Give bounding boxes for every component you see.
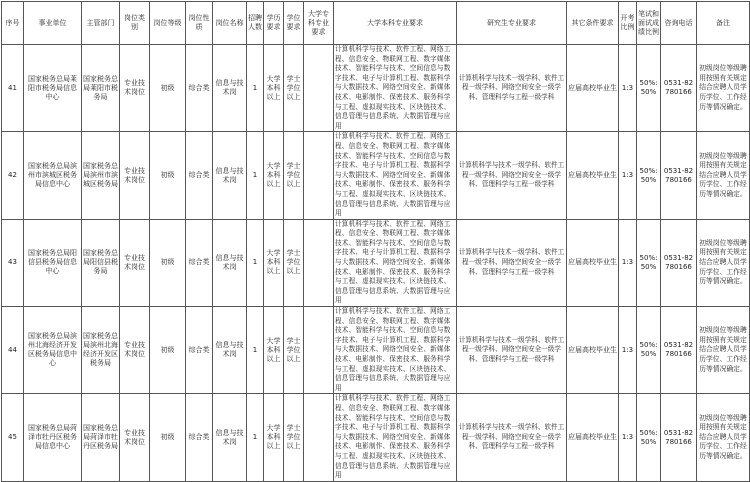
cell-post-name: 信息与技术岗 <box>213 132 247 219</box>
cell-post-type: 专业技术岗位 <box>120 219 150 306</box>
cell-dept: 国家税务总局滨州市滨城区税务局 <box>82 132 120 219</box>
cell-undergrad-major: 计算机科学与技术、软件工程、网络工程、信息安全、物联网工程、数字媒体技术、智能科学与技术、空间信息与数字技术、电子与计算机工程、数据科学与大数据技术、网络空间安全、新媒体技术、电影制作、保密技术、服务科学与工程、虚拟现实技术、区块链技术、信息管理与信息系统、大数据管理与应用 <box>334 219 457 306</box>
header-score-ratio: 笔试和面试成绩比例 <box>637 2 661 45</box>
cell-post-name: 信息与技术岗 <box>213 394 247 481</box>
cell-recruit-count: 1 <box>247 394 264 481</box>
cell-education: 大学本科以上 <box>264 307 284 394</box>
cell-post-nature: 综合类 <box>186 45 213 132</box>
cell-dept: 国家税务总局菏泽市牡丹区税务局 <box>82 394 120 481</box>
cell-remark: 初级岗位等级聘用按照有关规定结合应聘人员学历学位、工作经历等情况确定。 <box>697 132 750 219</box>
cell-seq: 44 <box>2 307 24 394</box>
cell-post-nature: 综合类 <box>186 307 213 394</box>
cell-post-level: 初级 <box>150 394 186 481</box>
cell-recruit-count: 1 <box>247 132 264 219</box>
recruitment-table-page <box>1 1 749 480</box>
header-unit: 事业单位 <box>24 2 82 45</box>
header-remark: 备注 <box>697 2 750 45</box>
cell-phone: 0531-82780166 <box>661 132 697 219</box>
header-post-name: 岗位名称 <box>213 2 247 45</box>
cell-post-type: 专业技术岗位 <box>120 132 150 219</box>
table-row <box>2 132 750 219</box>
cell-phone: 0531-82780166 <box>661 219 697 306</box>
cell-education: 大学本科以上 <box>264 394 284 481</box>
cell-score-ratio: 50%:50% <box>637 394 661 481</box>
header-undergrad-major: 大学本科专业要求 <box>334 2 457 45</box>
header-row <box>2 2 750 45</box>
cell-post-nature: 综合类 <box>186 219 213 306</box>
cell-ratio: 1:3 <box>619 219 637 306</box>
cell-other: 应届高校毕业生 <box>567 219 619 306</box>
table-row <box>2 45 750 132</box>
header-phone: 咨询电话 <box>661 2 697 45</box>
cell-unit: 国家税务总局阳信县税务局信息中心 <box>24 219 82 306</box>
cell-post-nature: 综合类 <box>186 132 213 219</box>
cell-score-ratio: 50%:50% <box>637 219 661 306</box>
cell-remark: 初级岗位等级聘用按照有关规定结合应聘人员学历学位、工作经历等情况确定。 <box>697 394 750 481</box>
cell-seq: 43 <box>2 219 24 306</box>
cell-post-nature: 综合类 <box>186 394 213 481</box>
cell-college-major <box>304 219 334 306</box>
cell-seq: 42 <box>2 132 24 219</box>
header-recruit-count: 招聘人数 <box>247 2 264 45</box>
cell-dept: 国家税务总局莱阳市税务局 <box>82 45 120 132</box>
cell-college-major <box>304 45 334 132</box>
cell-post-level: 初级 <box>150 132 186 219</box>
cell-college-major <box>304 132 334 219</box>
cell-degree: 学士学位以上 <box>284 219 304 306</box>
cell-recruit-count: 1 <box>247 219 264 306</box>
cell-unit: 国家税务总局滨州市滨城区税务局信息中心 <box>24 132 82 219</box>
cell-post-name: 信息与技术岗 <box>213 307 247 394</box>
header-dept: 主管部门 <box>82 2 120 45</box>
header-ratio: 开考比例 <box>619 2 637 45</box>
cell-undergrad-major: 计算机科学与技术、软件工程、网络工程、信息安全、物联网工程、数字媒体技术、智能科学与技术、空间信息与数字技术、电子与计算机工程、数据科学与大数据技术、网络空间安全、新媒体技术、电影制作、保密技术、服务科学与工程、虚拟现实技术、区块链技术、信息管理与信息系统、大数据管理与应用 <box>334 307 457 394</box>
cell-unit: 国家税务总局滨州北海经济开发区税务局信息中心 <box>24 307 82 394</box>
header-degree: 学位要求 <box>284 2 304 45</box>
cell-post-type: 专业技术岗位 <box>120 394 150 481</box>
header-education: 学历要求 <box>264 2 284 45</box>
cell-other: 应届高校毕业生 <box>567 45 619 132</box>
cell-ratio: 1:3 <box>619 132 637 219</box>
cell-phone: 0531-82780166 <box>661 394 697 481</box>
cell-score-ratio: 50%:50% <box>637 307 661 394</box>
cell-other: 应届高校毕业生 <box>567 307 619 394</box>
cell-degree: 学士学位以上 <box>284 45 304 132</box>
cell-undergrad-major: 计算机科学与技术、软件工程、网络工程、信息安全、物联网工程、数字媒体技术、智能科学与技术、空间信息与数字技术、电子与计算机工程、数据科学与大数据技术、网络空间安全、新媒体技术、电影制作、保密技术、服务科学与工程、虚拟现实技术、区块链技术、信息管理与信息系统、大数据管理与应用 <box>334 45 457 132</box>
cell-post-name: 信息与技术岗 <box>213 219 247 306</box>
cell-college-major <box>304 394 334 481</box>
cell-post-level: 初级 <box>150 45 186 132</box>
cell-grad-major: 计算机科学与技术一级学科、软件工程一级学科、网络空间安全一级学科、管理科学与工程一级学科 <box>457 219 567 306</box>
cell-post-type: 专业技术岗位 <box>120 45 150 132</box>
header-other: 其它条件要求 <box>567 2 619 45</box>
header-post-level: 岗位等级 <box>150 2 186 45</box>
cell-ratio: 1:3 <box>619 394 637 481</box>
cell-remark: 初级岗位等级聘用按照有关规定结合应聘人员学历学位、工作经历等情况确定。 <box>697 307 750 394</box>
cell-recruit-count: 1 <box>247 307 264 394</box>
header-seq: 序号 <box>2 2 24 45</box>
cell-other: 应届高校毕业生 <box>567 394 619 481</box>
cell-dept: 国家税务总局滨州北海经济开发区税务局 <box>82 307 120 394</box>
table-row <box>2 307 750 394</box>
cell-undergrad-major: 计算机科学与技术、软件工程、网络工程、信息安全、物联网工程、数字媒体技术、智能科学与技术、空间信息与数字技术、电子与计算机工程、数据科学与大数据技术、网络空间安全、新媒体技术、电影制作、保密技术、服务科学与工程、虚拟现实技术、区块链技术、信息管理与信息系统、大数据管理与应用 <box>334 132 457 219</box>
cell-remark: 初级岗位等级聘用按照有关规定结合应聘人员学历学位、工作经历等情况确定。 <box>697 219 750 306</box>
cell-post-level: 初级 <box>150 307 186 394</box>
cell-education: 大学本科以上 <box>264 132 284 219</box>
cell-degree: 学士学位以上 <box>284 307 304 394</box>
table-row <box>2 219 750 306</box>
cell-score-ratio: 50%:50% <box>637 132 661 219</box>
cell-seq: 41 <box>2 45 24 132</box>
cell-grad-major: 计算机科学与技术一级学科、软件工程一级学科、网络空间安全一级学科、管理科学与工程一级学科 <box>457 132 567 219</box>
recruitment-table <box>1 1 750 482</box>
cell-ratio: 1:3 <box>619 307 637 394</box>
cell-seq: 45 <box>2 394 24 481</box>
cell-degree: 学士学位以上 <box>284 132 304 219</box>
cell-grad-major: 计算机科学与技术一级学科、软件工程一级学科、网络空间安全一级学科、管理科学与工程一级学科 <box>457 307 567 394</box>
cell-education: 大学本科以上 <box>264 45 284 132</box>
cell-ratio: 1:3 <box>619 45 637 132</box>
cell-remark: 初级岗位等级聘用按照有关规定结合应聘人员学历学位、工作经历等情况确定。 <box>697 45 750 132</box>
cell-recruit-count: 1 <box>247 45 264 132</box>
cell-post-name: 信息与技术岗 <box>213 45 247 132</box>
cell-education: 大学本科以上 <box>264 219 284 306</box>
cell-grad-major: 计算机科学与技术一级学科、软件工程一级学科、网络空间安全一级学科、管理科学与工程一级学科 <box>457 394 567 481</box>
cell-undergrad-major: 计算机科学与技术、软件工程、网络工程、信息安全、物联网工程、数字媒体技术、智能科学与技术、空间信息与数字技术、电子与计算机工程、数据科学与大数据技术、网络空间安全、新媒体技术、电影制作、保密技术、服务科学与工程、虚拟现实技术、区块链技术、信息管理与信息系统、大数据管理与应用 <box>334 394 457 481</box>
header-post-type: 岗位类别 <box>120 2 150 45</box>
header-grad-major: 研究生专业要求 <box>457 2 567 45</box>
cell-other: 应届高校毕业生 <box>567 132 619 219</box>
header-college-major: 大学专科专业要求 <box>304 2 334 45</box>
cell-unit: 国家税务总局莱阳市税务局信息中心 <box>24 45 82 132</box>
table-row <box>2 394 750 481</box>
cell-college-major <box>304 307 334 394</box>
header-post-nature: 岗位性质 <box>186 2 213 45</box>
cell-grad-major: 计算机科学与技术一级学科、软件工程一级学科、网络空间安全一级学科、管理科学与工程一级学科 <box>457 45 567 132</box>
cell-phone: 0531-82780166 <box>661 307 697 394</box>
cell-post-level: 初级 <box>150 219 186 306</box>
cell-phone: 0531-82780166 <box>661 45 697 132</box>
cell-post-type: 专业技术岗位 <box>120 307 150 394</box>
cell-dept: 国家税务总局阳信县税务局 <box>82 219 120 306</box>
cell-unit: 国家税务总局菏泽市牡丹区税务局信息中心 <box>24 394 82 481</box>
cell-degree: 学士学位以上 <box>284 394 304 481</box>
cell-score-ratio: 50%:50% <box>637 45 661 132</box>
